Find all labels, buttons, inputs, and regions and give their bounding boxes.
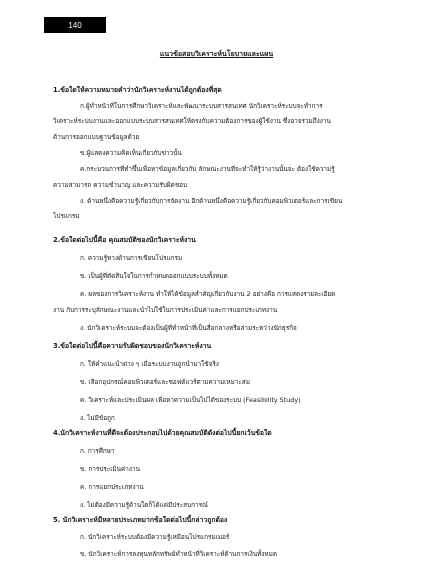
q5-choice-a: ก. นักวิเคราะห์ระบบต้องมีความรู้เหมือนโปรแกรมเมอร์ <box>80 533 230 541</box>
q1-choice-b: ข.ผู้แสดงความคิดเห็นเกี่ยวกับข่าวนั้น <box>80 149 182 157</box>
q2-choice-c-line-2: งาน กับการระบุลักษณะงานและนำไปใช้ในการประเมินค่าและการแยกประเภทงาน <box>53 306 278 314</box>
q4-choice-b: ข. การประเมินค่างาน <box>80 465 140 473</box>
q4-choice-d: ง. ไม่ต้องมีความรู้ด้านใดก็ได้แค่มีประสบการณ์ <box>80 501 208 509</box>
q1-choice-a-line-2: วิเคราะห์ระบบงานและออกแบบระบบสารสนเทศให้ตรงกับความต้องการของผู้ใช้งาน ซึ่งอาจรวมถึงงาน <box>53 117 331 125</box>
q1-choice-a-line-1: ก.ผู้ทำหน้าที่ในการศึกษาวิเคราะห์และพัฒนาระบบสารสนเทศ นักวิเคราะห์ระบบจะทำการ <box>80 102 323 110</box>
page-number-tab: 140 <box>44 17 106 33</box>
q2-choice-c-line-1: ค. ผลของการวิเคราะห์งาน ทำให้ได้ข้อมูลสำคัญเกี่ยวกับงาน 2 อย่างคือ การแสดงรายละเอียด <box>80 290 336 298</box>
q3-choice-a: ก. ให้คำแนะนำต่าง ๆ เมื่อระบบงานถูกนำมาใช้จริง <box>80 360 219 368</box>
q2-choice-a: ก. ความรู้ทางด้านการเขียนโปรแกรม <box>80 254 183 262</box>
q4-choice-a: ก. การศึกษา <box>80 447 115 455</box>
document-title: แนวข้อสอบวิเคราะห์นโยบายและแผน <box>159 50 274 58</box>
q1-choice-c-line-2: ความสามารถ ความชำนาญ และความรับผิดชอบ <box>53 181 188 189</box>
question-2: 2.ข้อใดต่อไปนี้คือ คุณสมบัติของนักวิเคราะห์งาน <box>53 236 196 244</box>
q3-choice-c: ค. วิเคราะห์และประเมินผล เพื่อหาความเป็นไปได้ของระบบ (Feasibility Study) <box>80 396 301 404</box>
q3-choice-d: ง. ไม่มีข้อถูก <box>80 414 115 422</box>
q2-choice-d: ง. นักวิเคราะห์ระบบจะต้องเป็นผู้ที่ทำหน้าที่เป็นสื่อกลางหรือล่ามระหว่างนักธุรกิจ <box>80 324 297 332</box>
q1-choice-d-line-2: โปรแกรม <box>53 212 80 220</box>
question-4: 4.นักวิเคราะห์งานที่ดีจะต้องประกอบไปด้วยคุณสมบัติดังต่อไปนี้ยกเว้นข้อใด <box>53 429 272 437</box>
q1-choice-d-line-1: ง. ด้านหนึ่งคือความรู้เกี่ยวกับการจัดงาน อีกด้านหนึ่งคือความรู้เกี่ยวกับคอมพิวเตอร์และการเขียน <box>80 197 343 205</box>
q5-choice-b: ข. นักวิเคราะห์การลงทุนหลักทรัพย์ทำหน้าที่วิเคราะห์ด้านการเงินทั้งหมด <box>80 550 277 558</box>
q2-choice-b: ข. เป็นผู้ที่ตัดสินใจในการกำหนดออกแบบระบบทั้งหมด <box>80 272 228 280</box>
q3-choice-b: ข. เลือกอุปกรณ์คอมพิวเตอร์และซอฟต์แวร์ตามความเหมาะสม <box>80 378 250 386</box>
q1-choice-a-line-3: ด้านการออกแบบฐานข้อมูลด้วย <box>53 133 140 141</box>
q4-choice-c: ค. การแยกประเภทงาน <box>80 483 144 491</box>
question-3: 3.ข้อใดต่อไปนี้คือความรับผิดชอบของนักวิเคราะห์งาน <box>53 342 212 350</box>
q1-choice-c-line-1: ค.กระบวนการที่ทำขึ้นเพื่อหาข้อมูลเกี่ยวกับ ลักษณะงานที่จะทำให้รู้ว่างานนั้นจะ ต้องใช้ความรู้ <box>80 165 335 173</box>
question-5: 5. นักวิเคราะห์มีหลายประเภทมากข้อใดต่อไปนี้กล่าวถูกต้อง <box>53 516 228 524</box>
question-1: 1.ข้อใดให้ความหมายคำว่านักวิเคราะห์งานได้ถูกต้องที่สุด <box>53 86 222 94</box>
